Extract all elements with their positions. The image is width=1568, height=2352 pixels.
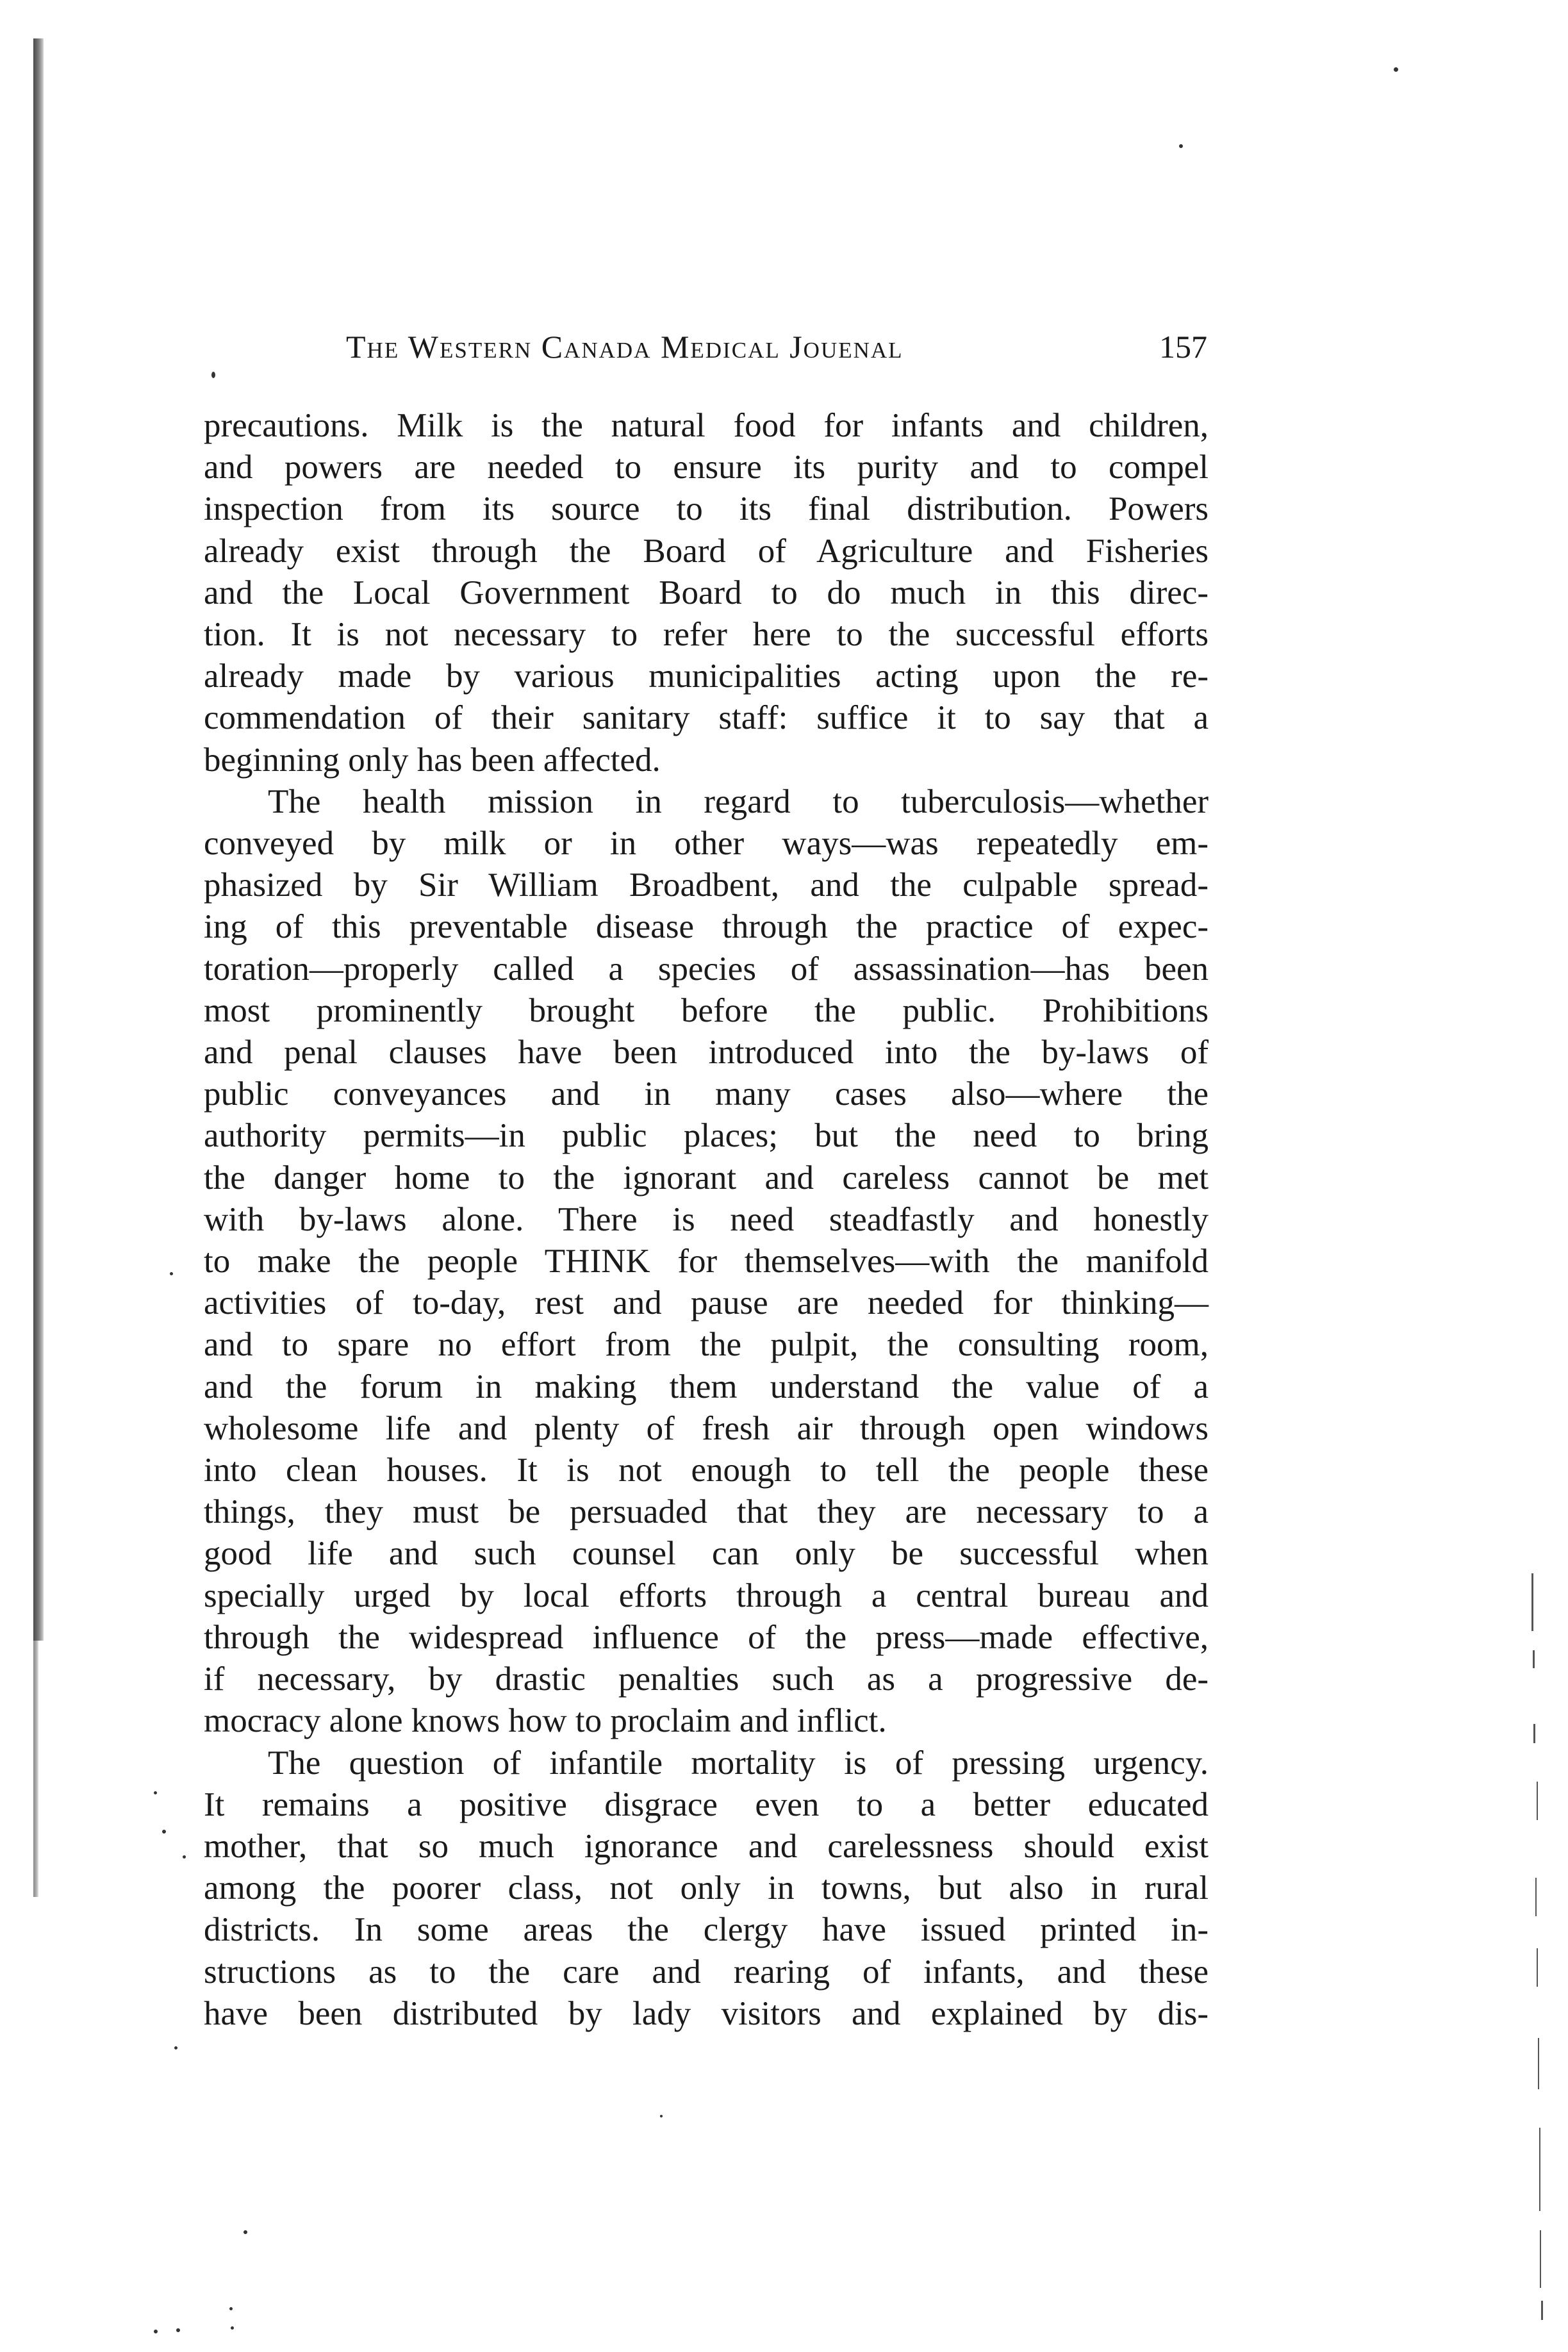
text-line: phasized by Sir William Broadbent, and the culpable spread- <box>204 866 1209 904</box>
text-line: to make the people THINK for themselves—with the manifold <box>204 1243 1209 1280</box>
page <box>204 328 1209 2035</box>
margin-mark <box>1533 1650 1535 1668</box>
text-line: commendation of their sanitary staff: suffice it to say that a <box>204 699 1209 737</box>
text-line: and powers are needed to ensure its purity and to compel <box>204 449 1209 486</box>
text-line: with by-laws alone. There is need steadfastly and honestly <box>204 1200 1209 1238</box>
text-line: beginning only has been affected. <box>204 741 661 779</box>
margin-mark <box>1539 2128 1540 2211</box>
margin-mark <box>1531 1573 1533 1631</box>
body-text <box>204 405 1209 2035</box>
scan-speck <box>154 2330 158 2333</box>
margin-mark <box>1535 1878 1537 1916</box>
paragraph-1 <box>204 405 1209 781</box>
text-line: authority permits—in public places; but the need to bring <box>204 1117 1209 1155</box>
scan-speck <box>162 1830 166 1834</box>
text-line: activities of to-day, rest and pause are needed for thinking— <box>204 1284 1209 1322</box>
scan-speck <box>243 2230 247 2234</box>
scan-speck <box>154 1791 157 1794</box>
text-line: if necessary, by drastic penalties such as a progressive de- <box>204 1660 1209 1698</box>
scan-speck <box>229 2307 233 2310</box>
text-line: It remains a positive disgrace even to a better educated <box>204 1785 1209 1823</box>
text-line: wholesome life and plenty of fresh air through open windows <box>204 1409 1209 1447</box>
text-line: structions as to the care and rearing of infants, and these <box>204 1953 1209 1991</box>
margin-mark <box>1537 1948 1538 1987</box>
text-line: already made by various municipalities acting upon the re- <box>204 658 1209 695</box>
text-line: and penal clauses have been introduced into the by-laws of <box>204 1034 1209 1072</box>
text-line: conveyed by milk or in other ways—was repeatedly em- <box>204 825 1209 863</box>
text-line: through the widespread influence of the press—made effective, <box>204 1618 1209 1656</box>
scan-speck <box>1179 144 1183 148</box>
scan-speck <box>211 372 215 378</box>
text-line: things, they must be persuaded that they are necessary to a <box>204 1493 1209 1531</box>
scan-speck <box>1394 67 1398 72</box>
text-line: and to spare no effort from the pulpit, the consulting room, <box>204 1326 1209 1364</box>
text-line: tion. It is not necessary to refer here to the successful efforts <box>204 616 1209 654</box>
scan-speck <box>231 2326 234 2330</box>
text-line: public conveyances and in many cases also—where the <box>204 1075 1209 1113</box>
scan-speck <box>176 2328 180 2332</box>
text-line: mocracy alone knows how to proclaim and inflict. <box>204 1702 887 1740</box>
margin-mark <box>1541 2301 1543 2320</box>
text-line: already exist through the Board of Agriculture and Fisheries <box>204 532 1209 570</box>
text-line: have been distributed by lady visitors and explained by dis- <box>204 1994 1209 2032</box>
scan-speck <box>660 2115 663 2117</box>
text-line: and the forum in making them understand the value of a <box>204 1368 1209 1405</box>
text-line: among the poorer class, not only in towns, but also in rural <box>204 1869 1209 1907</box>
margin-mark <box>1538 2038 1539 2089</box>
binding-edge-lower <box>33 1641 38 1897</box>
margin-mark <box>1537 1782 1538 1820</box>
scan-speck <box>183 1855 186 1859</box>
text-line: ing of this preventable disease through the practice of expec- <box>204 908 1209 946</box>
running-head <box>204 328 1209 379</box>
page-number: 157 <box>1159 329 1207 365</box>
text-line: inspection from its source to its final distribution. Powers <box>204 490 1209 528</box>
binding-edge <box>33 38 44 1641</box>
text-line: The health mission in regard to tuberculosis—whether <box>268 783 1209 820</box>
text-line: mother, that so much ignorance and carelessness should exist <box>204 1827 1209 1865</box>
paragraph-2 <box>204 781 1209 1743</box>
text-line: precautions. Milk is the natural food for infants and children, <box>204 407 1209 444</box>
text-line: districts. In some areas the clergy have issued printed in- <box>204 1911 1209 1949</box>
margin-mark <box>1540 2230 1541 2288</box>
text-line: good life and such counsel can only be successful when <box>204 1535 1209 1573</box>
text-line: most prominently brought before the public. Prohibitions <box>204 991 1209 1029</box>
scan-speck <box>174 2046 177 2050</box>
scan-speck <box>170 1272 173 1275</box>
journal-title: The Western Canada Medical Jouenal <box>346 329 904 365</box>
text-line: The question of infantile mortality is of pressing urgency. <box>268 1744 1209 1782</box>
text-line: specially urged by local efforts through a central bureau and <box>204 1577 1209 1614</box>
text-line: and the Local Government Board to do much in this direc- <box>204 574 1209 611</box>
text-line: into clean houses. It is not enough to tell the people these <box>204 1452 1209 1489</box>
text-line: the danger home to the ignorant and careless cannot be met <box>204 1159 1209 1197</box>
paragraph-3 <box>204 1743 1209 2035</box>
text-line: toration—properly called a species of assassination—has been <box>204 950 1209 988</box>
margin-mark <box>1533 1724 1535 1743</box>
